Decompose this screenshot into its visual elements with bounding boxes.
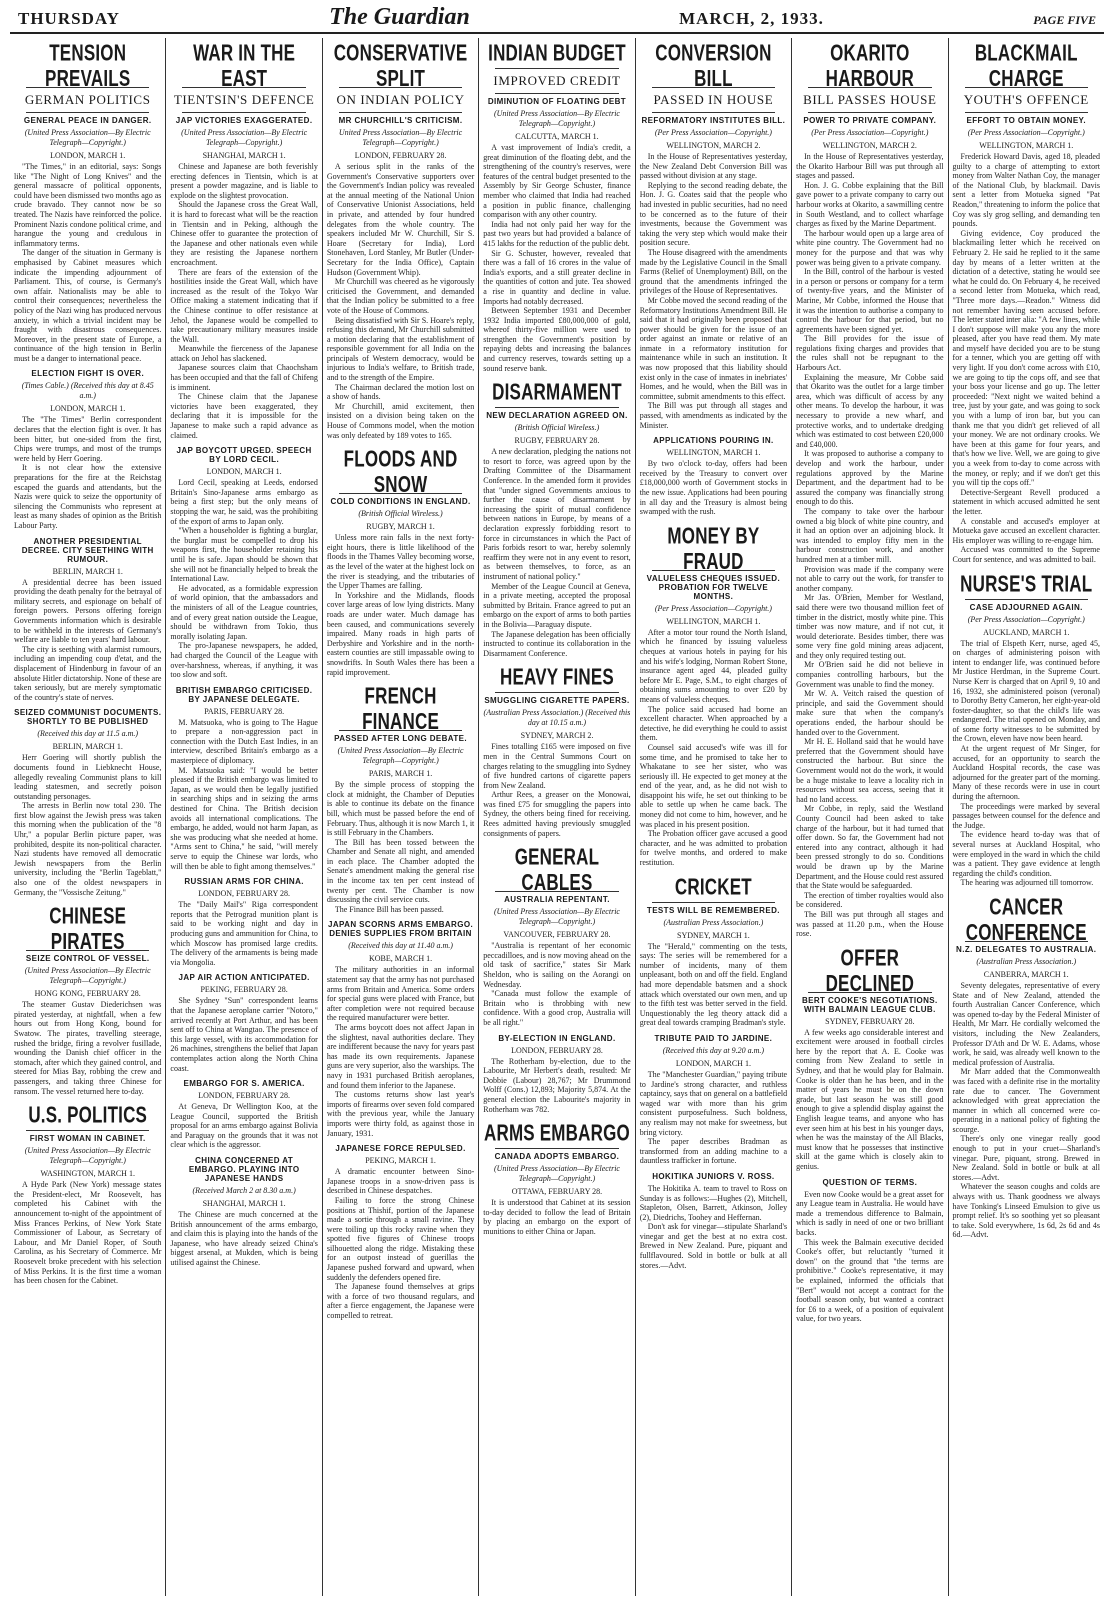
story-headline: HEAVY FINES — [499, 664, 614, 690]
story-paragraph: The Japanese delegation has been officially instructed to continue its collaboration in the Disarmament Conference. — [483, 629, 631, 658]
story-deck: CANADA ADOPTS EMBARGO. — [494, 1152, 620, 1162]
story-paragraph: A serious split in the ranks of the Government's Conservative supporters over the Government's Indian policy was revealed at the annual meeting of the National Union of Conservative Unionist Associations, held in private, and attended by four hundred delegates from the whole country. The speakers included Mr W. Churchill, Sir S. Hoare (Secretary for India), Lord Stonehaven, Lord Stanley, Mr Butler (Under-Secretary for the India Office), Captain Hudson (Government Whip). — [326, 162, 475, 277]
story-paragraph: The paper describes Bradman as transformed from an adding machine to a dauntless trafficker in fortune. — [639, 1137, 788, 1166]
story-paragraph: "Canada must follow the example of Britain who is throbbing with new confidence. With a good crop, Australia will be all right." — [483, 989, 631, 1027]
story-paragraph: The trial of Elspeth Kerr, nurse, aged 45, on charges of administering poison with intent to endanger life, was continued before Mr Justice Herdman, in the Supreme Court. Nurse Kerr is charged that on April 9, 10 and 16, 1932, she administered poison (veronal) to Dorothy Betty Cameron, her eight-year-old foster-daughter, so that the child's life was endangered. The trial opened on Monday, and of some forty witnesses to be submitted by the Crown, eleven have now been heard. — [952, 638, 1100, 744]
headline-rule — [652, 902, 775, 903]
story — [953, 40, 1100, 565]
story-paragraph: A constable and accused's employer at Motueka gave accused an excellent character. His employer was willing to re-engage him. — [952, 516, 1100, 545]
story-dateline: PARIS, MARCH 1. — [368, 769, 433, 779]
story-paragraph: The proceedings were marked by several passages between counsel for the defence and the Judge. — [952, 801, 1100, 830]
story-deck: ANOTHER PRESIDENTIAL DECREE. CITY SEETHING WITH RUMOUR. — [21, 536, 154, 564]
story-deck: TESTS WILL BE REMEMBERED. — [646, 905, 780, 915]
story — [327, 40, 474, 440]
story-paragraph: In the House of Representatives yesterday, the New Zealand Debt Conversion Bill was passed without division at any stage. — [639, 152, 788, 181]
story — [170, 686, 317, 872]
story-headline: MONEY BY FRAUD — [667, 522, 760, 575]
story-credit: (United Press Association—By Electric Telegraph—Copyright.) — [181, 128, 308, 147]
masthead-day: THURSDAY — [18, 9, 120, 28]
story-paragraph: A vast improvement of India's credit, a great diminution of the floating debt, and the strengthening of the country's reserves, were features of the central budget presented to the Assembly by Sir George Schuster, finance member who claimed that India had reached a position in public finance, challenging comparison with any other country. — [483, 143, 631, 220]
story — [640, 523, 787, 868]
story-paragraph: Replying to the second reading debate, the Hon. J. G. Coates said that the people who had invested in public securities, had no need to be concerned as to the future of their investments, because the Government was taking the very step which would make their position secure. — [639, 180, 788, 248]
story-deck: REFORMATORY INSTITUTES BILL. — [641, 116, 786, 125]
story-headline: OKARITO HARBOUR — [825, 40, 914, 92]
story-dateline: CALCUTTA, MARCH 1. — [515, 132, 599, 141]
story-dateline: CANBERRA, MARCH 1. — [983, 969, 1069, 979]
story-paragraph: The Bill provides for the issue of regulations fixing charges and provides that the rules shall not be repugnant to the Harbours Act. — [796, 334, 944, 373]
headline-rule — [495, 692, 618, 693]
columns — [10, 38, 1104, 1596]
story-subhead: PASSED IN HOUSE — [653, 92, 774, 107]
story-dateline: LONDON, FEBRUARY 28. — [198, 889, 290, 899]
story-credit: (United Press Association—By Electric Telegraph—Copyright.) — [24, 966, 151, 986]
story-paragraph: There's only one vinegar really good enough to put in your cruet—Sharland's vinegar. Pure, piquant, strong. Brewed in New Zealand. Sold in bottle or bulk at all stores.—Advt. — [952, 1134, 1100, 1182]
story-credit: (United Press Association—By Electric Telegraph—Copyright.) — [337, 746, 464, 766]
story-dateline: SHANGHAI, MARCH 1. — [202, 151, 286, 160]
story-dateline: SYDNEY, MARCH 1. — [677, 930, 750, 940]
story-deck: BERT COOKE'S NEGOTIATIONS. WITH BALMAIN LEAGUE CLUB. — [801, 995, 938, 1014]
story-dateline: KOBE, MARCH 1. — [368, 954, 433, 964]
story-dateline: PARIS, FEBRUARY 28. — [204, 706, 285, 716]
story-deck: EFFORT TO OBTAIN MONEY. — [966, 116, 1087, 125]
story-paragraph: Even now Cooke would be a great asset for any League team in Australia. He would have made a tremendous difference to Balmain, which is sadly in need of one or two brilliant backs. — [796, 1189, 944, 1237]
story-paragraph: Being dissatisfied with Sir S. Hoare's reply, refusing this demand, Mr Churchill submitted a motion declaring that the establishment of responsible government for all India on the principals of Western democracy, would be injurious to India's welfare, to British trade, and to the strength of the Empire. — [326, 315, 475, 383]
story-deck: BRITISH EMBARGO CRITICISED. BY JAPANESE DELEGATE. — [175, 685, 313, 704]
story-credit: United Press Association—By Electric Telegraph—Copyright.) — [338, 128, 463, 147]
story-credit: (Received this day at 9.20 a.m.) — [662, 1045, 765, 1055]
story-deck: DIMINUTION OF FLOATING DEBT — [487, 97, 627, 106]
story-paragraph: The Probation officer gave accused a good character, and he was admitted to probation for twelve months, and ordered to make restitution. — [639, 829, 788, 868]
story-dateline: LONDON, MARCH 1. — [50, 404, 126, 414]
story-deck: JAPAN SCORNS ARMS EMBARGO. DENIES SUPPLIES FROM BRITAIN — [328, 920, 474, 939]
subhead-rule — [652, 112, 775, 113]
story-credit: (Received this day at 11.5 a.m.) — [37, 729, 139, 739]
story-deck: N.Z. DELEGATES TO AUSTRALIA. — [956, 944, 1097, 954]
story-paragraph: The police said accused had borne an excellent character. When approached by a detective, he did everything he could to assist them. — [639, 704, 788, 743]
story-dateline: LONDON, MARCH 1. — [206, 467, 282, 477]
story-deck: JAPANESE FORCE REPULSED. — [335, 1144, 466, 1154]
story-credit: (United Press Association—By Electric Telegraph—Copyright.) — [493, 109, 620, 128]
story-deck: MR CHURCHILL'S CRITICISM. — [338, 116, 463, 125]
story — [170, 877, 317, 967]
story-paragraph: Hon. J. G. Cobbe explaining that the Bill gave power to a private company to carry out harbour works at Okarito, a sawmilling centre in South Westland, and to collect wharfage charges as fixed by the Marine Department. — [796, 180, 944, 229]
story-credit: (Per Press Association—Copyright.) — [967, 614, 1085, 624]
story — [327, 683, 474, 914]
story-paragraph: Mr Churchill was cheered as he vigorously criticised the Government, and demanded that the Indian policy be submitted to a free vote of the House of Commons. — [326, 277, 475, 315]
story-headline: CRICKET — [674, 873, 752, 900]
story — [640, 40, 787, 430]
story-deck: VALUELESS CHEQUES ISSUED. PROBATION FOR TWELVE MONTHS. — [646, 573, 781, 601]
story-paragraph: The hearing was adjourned till tomorrow. — [960, 878, 1094, 888]
story-paragraph: The "The Times" Berlin correspondent declares that the election fight is over. It has been bitter, but one-sided from the first, Chips were trumps, and most of the trumps were held by Herr Goering. — [14, 415, 162, 463]
story-paragraph: Between September 1931 and December 1932 India imported £80,000,000 of gold, whereof thirty-five million were used to strengthen the Government's position by repaying debts and increasing the balances and currency reserves, towards setting up a sound reserve bank. — [483, 306, 631, 373]
story-paragraph: Should the Japanese cross the Great Wall, it is hard to forecast what will be the reaction in Tientsin and in Peking, although the Chinese offer to guarantee the protection of the Japanese and other nationals even while they are resisting the Japanese northern encroachment. — [170, 200, 318, 267]
story-paragraph: The pro-Japanese newspapers, he added, had charged the Council of the League with over-harshness, whereas, if anything, it was too slow and soft. — [170, 641, 318, 680]
story — [640, 1172, 787, 1270]
story-subhead: GERMAN POLITICS — [24, 92, 151, 107]
story-dateline: BERLIN, MARCH 1. — [52, 742, 123, 752]
story-paragraph: At Geneva, Dr Wellington Koo, at the League Council, supported the British proposal for an arms embargo against Bolivia and Paraguay on the grounds that it was not clear which is the aggressor. — [170, 1102, 318, 1150]
story-paragraph: Arthur Rees, a greaser on the Monowai, was fined £75 for smuggling the papers into Sydney, the others being fined for receiving. Rees admitted having previously smuggled consignments of papers. — [483, 790, 631, 838]
story — [796, 945, 943, 1172]
story-deck: SEIZE CONTROL OF VESSEL. — [25, 954, 150, 964]
story — [640, 1034, 787, 1166]
story-paragraph: The "Daily Mail's" Riga correspondent reports that the Petrograd munition plant is said to be working night and day in producing guns and ammunition for China, to which Moscow has promised large credits. The delivery of the armaments is being made via Mongolia. — [170, 900, 318, 967]
story — [14, 1102, 161, 1286]
story-credit: (Per Press Association—Copyright.) — [967, 128, 1085, 137]
story-paragraph: The harbour would open up a large area of white pine country. The Government had no money for the purpose and that was why power was being given to a private company. — [796, 228, 944, 267]
story-paragraph: Frederick Howard Davis, aged 18, pleaded guilty to a charge of attempting to extort money from Walter Nathan Coy, the manager of the National Club, by blackmail. Davis sent a letter from Motueka signed "Pat Readon," threatening to inform the police that Coy was sly grog selling, and demanding ten pounds. — [952, 152, 1100, 229]
story-deck: JAP VICTORIES EXAGGERATED. — [175, 116, 313, 125]
story-credit: (Times Cable.) (Received this day at 8.45 a.m.) — [21, 381, 154, 401]
column — [323, 38, 479, 1596]
story — [170, 973, 317, 1073]
story-dateline: LONDON, MARCH 1. — [675, 1058, 751, 1068]
story-paragraph: The arms boycott does not affect Japan in the slightest, naval authorities declare. They are indifferent because the navy for years past has made its own requirements. Japanese guns are very superior, also the warships. The navy in 1931 purchased British aeroplanes, and found them inferior to the Japanese. — [326, 1023, 475, 1090]
story-paragraph: Explaining the measure, Mr Cobbe said that Okarito was the outlet for a large timber area, which was difficult of access by any other means. To develop the harbour, it was necessary to provide a new wharf, and protective works, and to undertake dredging which was estimated to cost between £20,000 and £40,000. — [796, 372, 944, 449]
story-deck: HOKITIKA JUNIORS V. ROSS. — [652, 1171, 775, 1181]
subhead-rule — [495, 93, 618, 94]
story-subhead: IMPROVED CREDIT — [493, 73, 621, 88]
story-headline: FLOODS AND SNOW — [343, 446, 458, 498]
story-credit: (United Press Association—By Electric Telegraph—Copyright.) — [493, 1164, 620, 1184]
story — [170, 1156, 317, 1268]
story-paragraph: A presidential decree has been issued providing the death penalty for the betrayal of military secrets, and espionage on behalf of foreign powers. Persons offering foreign Governments information which is desirable to be withheld in the interests of Germany's welfare are liable to ten years' hard labour. — [14, 577, 162, 645]
story — [640, 874, 787, 1028]
story-dateline: BERLIN, MARCH 1. — [52, 566, 123, 576]
story-paragraph: Japanese sources claim that Chaochsham has been occupied and that the fall of Chifeng is imminent. — [170, 363, 318, 392]
story-paragraph: The city is seething with alarmist rumours, including an impending coup d'etat, and the displacement of Hindenburg in favour of an absolute Hitler dictatorship. None of these are taken seriously, but are merely symptomatic of the country's state of nerves. — [14, 644, 162, 702]
story-paragraph: She Sydney "Sun" correspondent learns that the Japanese aeroplane carrier "Notoro," arrived recently at Port Arthur, and has been sent off to China at Wangtao. The presence of this large vessel, with its accommodation for 26 machines, strengthens the belief that Japan contemplates action along the North China coast. — [170, 996, 318, 1073]
story — [483, 40, 630, 373]
story-headline: INDIAN BUDGET — [488, 40, 626, 66]
story-paragraph: Mr Churchill, amid excitement, then insisted on a division being taken on the House of Commons model, when the motion was only defeated by 189 votes to 165. — [326, 401, 475, 440]
subhead-rule — [965, 112, 1088, 113]
story-paragraph: The Bill was put through all stages and was passed at 11.20 p.m., when the House rose. — [796, 909, 944, 939]
story — [170, 40, 317, 440]
story-deck: NEW DECLARATION AGREED ON. — [486, 411, 628, 421]
story — [953, 894, 1100, 1240]
story-paragraph: Member of the League Council at Geneva, in a private meeting, accepted the proposal submitted by Britain. France agreed to put an embargo on the export of arms to both parties in the Bolivia—Paraguay dispute. — [483, 581, 631, 629]
story-paragraph: After a motor tour round the North Island, which he financed by issuing valueless cheques at various hotels in paying for his and his wife's lodging, Norman Robert Stone, insurance agent aged 44, pleaded guilty before Mr E. Page, S.M., to eight charges of obtaining sums amounting to over £20 by means of valueless cheques. — [639, 627, 788, 704]
story-deck: ELECTION FIGHT IS OVER. — [31, 369, 145, 379]
story — [14, 369, 161, 530]
story-dateline: RUGBY, FEBRUARY 28. — [514, 436, 600, 446]
story-deck: JAP BOYCOTT URGED. SPEECH BY LORD CECIL. — [176, 446, 312, 465]
story-dateline: SYDNEY, MARCH 2. — [520, 731, 594, 741]
story-deck: CASE ADJOURNED AGAIN. — [969, 602, 1083, 612]
story-dateline: LONDON, FEBRUARY 28. — [354, 151, 447, 160]
headline-rule — [26, 1130, 149, 1131]
story-subhead: YOUTH'S OFFENCE — [963, 92, 1089, 107]
story — [483, 379, 630, 658]
story-paragraph: The steamer Gustav Diederichsen was pirated yesterday, at nightfall, when a few hours out from Hong Kong, bound for Swatow. The pirates, travelling steerage, rushed the bridge, firing a revolver fusillade, wounding the Danish chief officer in the stomach, after which they gained control, and steered for Mias Bay, robbing the crew and passengers, and taking three Chinese for ransom. The vessel returned here to-day. — [14, 1000, 162, 1096]
story-paragraph: Mr Jas. O'Brien, Member for Westland, said there were two thousand million feet of timber in the district, mostly white pine. This timber was now mature, and if not cut, it would deteriorate. Besides timber, there was some very fine gold mining areas adjacent, and they only required testing out. — [796, 593, 944, 660]
story-paragraph: He advocated, as a formidable expression of world opinion, that the ambassadors and the ministers of all of the League countries, and of every great nation outside the League, should be withdrawn from Tokio, thus morally isolating Japan. — [170, 583, 318, 641]
story-credit: (British Official Wireless.) — [514, 423, 600, 433]
story-credit: (United Press Association—By Electric Telegraph—Copyright.) — [24, 128, 151, 147]
story-deck: SEIZED COMMUNIST DOCUMENTS. SHORTLY TO BE PUBLISHED — [14, 708, 162, 727]
story-paragraph: The customs returns show last year's imports of firearms over seven fold compared with the previous year, while the January imports were thirty fold, as against those in January, 1931. — [326, 1090, 475, 1138]
story-dateline: PEKING, FEBRUARY 28. — [200, 985, 288, 995]
story-paragraph: Lord Cecil, speaking at Leeds, endorsed Britain's Sino-Japanese arms embargo as being a first step; but the only means of stopping the war, he said, was the prohibiting of the export of arms to Japan only. — [170, 478, 318, 526]
story-dateline: SYDNEY, FEBRUARY 28. — [825, 1016, 915, 1026]
story-dateline: WELLINGTON, MARCH 1. — [666, 616, 761, 626]
subhead-rule — [808, 112, 931, 113]
story-paragraph: In the Bill, control of the harbour is vested in a person or persons or company for a term of twenty-five years, and the Minister of Marine, Mr Cobbe, informed the House that it was the intention to authorise a company to control the harbour for that period, but no agreements have been signed yet. — [796, 267, 944, 334]
story-paragraph: M. Matsuoka, who is going to The Hague to prepare a non-aggression pact in connection with the Dutch East Indies, in an interview, described Britain's embargo as a masterpiece of diplomacy. — [170, 717, 318, 766]
story-headline: U.S. POLITICS — [28, 1102, 148, 1128]
story-deck: JAP AIR ACTION ANTICIPATED. — [178, 973, 310, 983]
column — [10, 38, 166, 1596]
story — [327, 446, 474, 677]
story — [640, 436, 787, 517]
story-paragraph: The Bill was put through all stages and passed, with amendments as indicated by the Minister. — [639, 401, 788, 430]
story-paragraph: "The Times," in an editorial, says: Songs like "The Night of Long Knives" and the general massacre of political opponents, could have been dismissed two months ago as crude bravado. They cannot now be so treated. The Nazis have reinforced the police. Prominent Nazis condone political crime, and harangue the young and credulous in inflammatory terms. — [14, 162, 162, 248]
story-paragraph: The House disagreed with the amendments made by the Legislative Council in the Small Farms (Relief of Unemployment) Bill, on the ground that the amendments infringed the privileges of the House of Representatives. — [639, 247, 788, 296]
story-dateline: LONDON, FEBRUARY 28. — [511, 1045, 603, 1055]
story-deck: CHINA CONCERNED AT EMBARGO. PLAYING INTO JAPANESE HANDS — [188, 1156, 300, 1184]
story-paragraph: It is not clear how the extensive preparations for the fire at the Reichstag escaped the guards and attendants, but the Nazis were quick to seize the opportunity of silencing the Communists who represent at least as many shades of opinion as the British Labour Party. — [14, 463, 162, 530]
story-paragraph: Fines totalling £165 were imposed on five men in the Central Summons Court on charges relating to the smuggling into Sydney of five hundred cartons of cigarette papers from New Zealand. — [483, 742, 631, 790]
masthead-title: The Guardian — [329, 4, 470, 30]
story-subhead: TIENTSIN'S DEFENCE — [173, 92, 315, 107]
story-paragraph: Sir G. Schuster, however, revealed that there was a fall of 16 crores in the value of India's exports, and a still greater decline in the quantities of cotton and jute. Tea showed a rise in quantity and decline in value. Imports had notably decreased. — [483, 248, 631, 306]
story-headline: DISARMAMENT — [492, 379, 622, 405]
column — [949, 38, 1104, 1596]
story-paragraph: By the simple process of stopping the clock at midnight, the Chamber of Deputies is able to continue its debate on the finance bill, which must be passed before the end of February. Thus, although it is now March 1, it is still February in the Chambers. — [326, 780, 475, 838]
story-paragraph: Mr O'Brien said he did not believe in companies controlling harbours, but the Government was unable to find the money. — [796, 660, 944, 689]
story — [483, 844, 630, 1027]
story-paragraph: The erection of timber royalties would also be considered. — [796, 890, 944, 910]
story-dateline: OTTAWA, FEBRUARY 28. — [511, 1187, 603, 1197]
story-headline: OFFER DECLINED — [825, 944, 915, 996]
story-paragraph: The Chinese are much concerned at the British announcement of the arms embargo, and claim this is playing into the hands of the Japanese, who have already seized China's biggest arsenal, at Mukden, which is being utilised against the Chinese. — [170, 1210, 318, 1268]
story — [170, 1079, 317, 1150]
story-credit: (Per Press Association—Copyright.) — [811, 128, 929, 137]
story-dateline: PEKING, MARCH 1. — [365, 1156, 436, 1166]
story-paragraph: A few weeks ago considerable interest and excitement were aroused in football circles here by the report that A. E. Cooke was coming from New Zealand to settle in Sydney, and that he would play for Balmain. Cooke is older than he has been, and in the matter of years he must be on the down grade, but last season he was still good enough to give a splendid display against the English league teams, and anyone who has ever seen him at his best in his younger days, when he was the mainstay of the All Blacks, must know that he possesses that instinctive skill at the game which is closely akin to genius. — [796, 1027, 944, 1171]
story-paragraph: A dramatic encounter between Sino-Japanese troops in a snow-driven pass is described in Chinese despatches. — [326, 1167, 475, 1196]
story-paragraph: Failing to force the strong Chinese positions at Thishif, portion of the Japanese made a sortie through a small ravine. They were toiling up this rocky ravine when they spotted five figures of Chinese troops silhouetted along the ridge. Mistaking these for an outpost instead of guerillas the Japanese pushed forward and upward, when suddenly the defenders opened fire. — [326, 1195, 475, 1282]
story-paragraph: Mr H. E. Holland said that he would have preferred that the Government should have constructed the harbour. But since the Government would not do the work, it would be a huge mistake to leave a locality rich in resources without sea access, seeing that it had no land access. — [796, 737, 944, 804]
story-paragraph: The Chairman declared the motion lost on a show of hands. — [326, 382, 475, 402]
headline-rule — [495, 1148, 618, 1149]
subhead-rule — [339, 112, 462, 113]
subhead-rule — [182, 112, 305, 113]
story-dateline: WELLINGTON, MARCH 1. — [979, 141, 1074, 150]
story-dateline: SHANGHAI, MARCH 1. — [202, 1199, 286, 1209]
story-deck: RUSSIAN ARMS FOR CHINA. — [184, 877, 304, 887]
story-paragraph: Giving evidence, Coy produced the blackmailing letter which he received on February 2. He said he replied to it the same day by means of a letter written at the dictation of a detective, stating he would see what he could do. On February 4, he received a second letter from Motueka, which read, "Three more days.—Readon." Witness did not remember having seen accused before. The letter stated inter alia: "A few lines, while I don't suppose will make you any the more pleased, after you have read them. My mate and myself have decided you are to be stung for a tenner, which you are getting off with very light. If you don't come across with £10, we are going to tip the cops off, and see that your boss your license and go up. The letter proceeded: "Next night we waited behind a tree, just by your gate, and was going to sock you with a lump of iron bar, but you can thank me that you didn't get relieved of all your money. We are not ordinary crooks. We have been at this game for four years, and that's how we live. Well, we are going to give you a week from to-day to come across with the money, or reply; and if we don't get this you will tip the cops off." — [952, 228, 1100, 488]
story-paragraph: A new declaration, pledging the nations not to resort to force, was agreed upon by the Drafting Committee of the Disarmament Conference. In the amended form it provides that "under signed Governments anxious to further the cause of disarmament by increasing the spirit of mutual confidence between nations in Europe, by means of a declaration expressly forbidding resort to force in circumstances in which the Pact of Paris forbids resort to war, hereby solemnly reaffirm they were not in any event to resort, as between themselves, to force, as an instrument of national policy." — [483, 447, 631, 581]
story-credit: (Australian Press Association.) (Received this day at 10.15 a.m.) — [483, 708, 631, 728]
story-paragraph: The company to take over the harbour owned a big block of white pine country, and it had an option over an adjoining block. It was intended to employ fifty men in the harbour construction work, and another hundred men at a timber mill. — [796, 506, 944, 564]
story-paragraph: In Yorkshire and the Midlands, floods cover large areas of low lying districts. Many roads are under water. Much damage has been caused, and communications severely impaired. Many roads in high parts of Derbyshire and Yorkshire and in the north-eastern counties are still impassable owing to snowdrifts. In South Wales there has been a rapid improvement. — [326, 590, 475, 677]
story-paragraph: There are fears of the extension of the hostilities inside the Great Wall, which have increased as the result of the Tokyo War Office making a statement indicating that if the Chinese continue to offer resistance at Jehol, the Japanese would be compelled to take precautionary military measures inside the Wall. — [170, 267, 318, 344]
headline-rule — [495, 407, 618, 408]
story — [796, 40, 943, 939]
story-credit: (Australian Press Association.) — [663, 917, 764, 927]
story-dateline: WELLINGTON, MARCH 2. — [822, 141, 917, 150]
story — [483, 1034, 630, 1115]
story-paragraph: India had not only paid her way for the past two years but had provided a balance of 415 lakhs for the reduction of the public debt. — [483, 219, 631, 248]
story-paragraph: The Bill has been tossed between the Chamber and Senate all night, and amended in each place. The Chamber adopted the Senate's amendment making the general rise in the income tax ten per cent instead of twenty per cent. The Chamber is now discussing the civil service cuts. — [326, 837, 475, 905]
story-paragraph: At the urgent request of Mr Singer, for accused, for an opportunity to search the Auckland Hospital records, the case was adjourned for the greater part of the morning. Many of these records were in use in court during the afternoon. — [952, 744, 1100, 802]
story-paragraph: M. Matsuoka said: "I would be better pleased if the British embargo was limited to Japan, as we would then be legally justified in searching ships and in seizing the arms destined for China. The British decision avoids all international complications. The embargo, he added, would not harm Japan, as she was producing what she needed at home. "Arms sent to China," he said, "will merely serve to equip the Chinese war lords, who will then be able to fight among themselves." — [170, 765, 318, 871]
story-headline: FRENCH FINANCE — [362, 683, 440, 735]
story-paragraph: Whatever the season coughs and colds are always with us. Thank goodness we always have Tonking's Linseed Emulsion to give us prompt relief. It's so soothing yet so pleasant to take. Sold everywhere, 1s 6d, 2s 6d and 4s 6d.—Advt. — [952, 1182, 1100, 1240]
story-headline: BLACKMAIL CHARGE — [974, 40, 1078, 92]
story-credit: (Per Press Association—Copyright.) — [654, 603, 772, 613]
story-paragraph: In the House of Representatives yesterday, the Okarito Harbour Bill was put through all stages and passed. — [796, 152, 944, 181]
story-dateline: LONDON, MARCH 1. — [50, 151, 126, 160]
story-dateline: HONG KONG, FEBRUARY 28. — [34, 989, 141, 999]
story-deck: EMBARGO FOR S. AMERICA. — [183, 1079, 305, 1089]
story-subhead: BILL PASSES HOUSE — [803, 92, 937, 107]
story — [14, 40, 161, 363]
story-paragraph: Accused was committed to the Supreme Court for sentence, and was admitted to bail. — [952, 545, 1100, 564]
story-paragraph: "When a householder is fighting a burglar, the burglar must be compelled to drop his weapons first, the householder retaining his until he is safe. Japan should be shown that she will not be financially helped to break the International Law. — [170, 526, 318, 584]
story-deck: PASSED AFTER LONG DEBATE. — [334, 734, 468, 744]
story — [953, 571, 1100, 888]
headline-rule — [965, 599, 1088, 600]
story-paragraph: It was proposed to authorise a company to develop and work the harbour, under regulations approved by the Marine Department, and the department had to be assured the company was financially strong enough to do this. — [796, 449, 944, 507]
story-subhead: ON INDIAN POLICY — [336, 92, 465, 107]
story-paragraph: By two o'clock to-day, offers had been received by the Treasury to convert over £18,000,000 worth of Government stocks in the new issue. Applications had been pouring in all day and the Treasury is almost being swamped with the rush. — [639, 459, 788, 517]
story — [14, 903, 161, 1096]
story-paragraph: The Hokitika A. team to travel to Ross on Sunday is as follows:—Hughes (2), Mitchell, Stapleton, Olsen, Barrett, Atkinson, Jolley (2), Diedrichs, Toohey and Heffernan. — [639, 1183, 788, 1222]
story — [483, 1120, 630, 1236]
story-deck: SMUGGLING CIGARETTE PAPERS. — [484, 696, 630, 706]
story-deck: GENERAL PEACE IN DANGER. — [23, 116, 152, 125]
story-paragraph: Chinese and Japanese are both feverishly erecting defences in Tientsin, which is at present a powder magazine, and is liable to explode on the slightest provocation. — [170, 162, 318, 200]
story-paragraph: Detective-Sergeant Revell produced a statement in which accused admitted he sent the letter. — [952, 487, 1100, 516]
masthead-date: MARCH, 2, 1933. — [679, 9, 824, 28]
column — [479, 38, 635, 1596]
story-credit: (Australian Press Association.) — [976, 956, 1077, 966]
story — [327, 1144, 474, 1321]
story — [796, 1178, 943, 1324]
story-paragraph: The Finance Bill has been passed. — [334, 904, 444, 914]
story-headline: TENSION PREVAILS — [45, 40, 131, 92]
story-paragraph: Mr W. A. Veitch raised the question of principle, and said the Government should make sure that when the company's operations ended, the harbour should be handed over to the Government. — [796, 689, 944, 737]
story-paragraph: The Rotherham by-election, due to the Labourite, Mr Herbert's death, resulted: Mr Dobbie (Labour) 28,767; Mr Drummond Wolff (Cons.) 12,893; Majority 5,874. At the general election the Labourite's majority in Rotherham was 782. — [483, 1056, 631, 1114]
story-headline: CANCER CONFERENCE — [965, 893, 1087, 946]
story-paragraph: Unless more rain falls in the next forty-eight hours, there is little likelihood of the floods in the Thames Valley becoming worse, as the level of the water at the highest lock on the river is steadying, and the tributaries of the Upper Thames are falling. — [326, 533, 475, 591]
story-paragraph: Don't ask for vinegar—stipulate Sharland's vinegar and get the best at no extra cost. Brewed in New Zealand. Pure, piquant and fullflavoured. Sold in bottle or bulk at all stores.—Advt. — [639, 1222, 788, 1270]
column — [792, 38, 948, 1596]
story-paragraph: "Australia is repentant of her economic peccadilloes, and is now moving ahead on the old task of sacrifice," states Sir Mark Sheldon, who is sailing on the Aorangi on Wednesday. — [483, 941, 631, 989]
story-paragraph: The evidence heard to-day was that of several nurses at Auckland Hospital, who were employed in the ward in which the child was a patient. They gave evidence at length regarding the child's condition. — [952, 830, 1100, 878]
story — [14, 708, 161, 897]
story-credit: (British Official Wireless.) — [358, 509, 443, 519]
story-paragraph: Counsel said accused's wife was ill for some time, and he promised to take her to Whakatane to see her sister, who was seriously ill. He expected to get money at the end of the year, and, as he did not wish to disappoint his wife, he set out thinking to be able to settle up when he came back. The money did not come to him, however, and he was placed in his present position. — [639, 742, 788, 829]
column — [166, 38, 322, 1596]
story-headline: GENERAL CABLES — [514, 844, 600, 896]
story-headline: CONSERVATIVE SPLIT — [333, 40, 468, 92]
story — [483, 664, 630, 838]
masthead — [10, 4, 1104, 34]
story-paragraph: Mr Cobbe moved the second reading of the Reformatory Institutions Amendment Bill. He said that it had originally been proposed that power should be given for the issue of an order against an inmate or relative of an inmate in a reformatory institution for maintenance while in such an institution. It was now proposed that this liability should exist only in the case of inmates in inebriates' Homes, and he would, when the Bill was in committee, submit amendments to this effect. — [639, 295, 788, 401]
story-paragraph: The "Herald," commenting on the tests, says: The series will be remembered for a number of incidents, many of them unpleasant, both on and off the field. England had more dependable batsmen and a shock attack which overstated our own men, and up to the fifth test was better served in the field. Unquestionably the leg theory attack did a great deal towards cramping Bradman's style. — [639, 941, 788, 1028]
story-paragraph: The Chinese claim that the Japanese victories have been exaggerated, they declaring that it is impossible for the Japanese to make such a rapid advance as claimed. — [170, 392, 318, 440]
story-paragraph: Provision was made if the company were not able to carry out the work, for transfer to another company. — [796, 564, 944, 593]
story-paragraph: Herr Goering will shortly publish the documents found in Liebknecht House, allegedly revealing Communist plans to kill leading statesmen, and secretly poison outstanding personages. — [14, 753, 162, 801]
story-credit: (United Press Association—By Electric Telegraph—Copyright.) — [493, 907, 620, 927]
headline-rule — [495, 68, 618, 69]
story-dateline: RUGBY, MARCH 1. — [366, 522, 435, 532]
story-paragraph: The military authorities in an informal statement say that the army has not purchased arms from Britain and America. Some orders for special guns were placed with France, but after completion were not required because the required manufacturer were better. — [326, 965, 475, 1023]
story-headline: WAR IN THE EAST — [193, 40, 296, 92]
story-deck: QUESTION OF TERMS. — [822, 1177, 918, 1187]
story-dateline: LONDON, FEBRUARY 28. — [198, 1091, 290, 1101]
story-headline: ARMS EMBARGO — [483, 1120, 630, 1146]
story-deck: COLD CONDITIONS IN ENGLAND. — [330, 497, 471, 507]
story-paragraph: The "Manchester Guardian," paying tribute to Jardine's strong character, and ruthless captaincy, says that on general on a battlefield waged war with more than his grim consistent purposefulness. Such boldness, any realism may not make for sweetness, but bring victory. — [639, 1069, 788, 1137]
story-headline: CONVERSION BILL — [655, 40, 772, 92]
story — [14, 537, 161, 703]
story-paragraph: Mr Marr added that the Commonwealth was faced with a definite rise in the mortality rate due to cancer. The Government acknowledged with great appreciation the manner in which all concerned were co-operating in a national policy of fighting the scourge. — [952, 1067, 1100, 1134]
story-deck: BY-ELECTION IN ENGLAND. — [498, 1033, 616, 1043]
story-paragraph: Seventy delegates, representative of every State and of New Zealand, attended the fourth Australian Cancer Conference, which was opened to-day by the Federal Minister of Health, Mr Marr. He cordially welcomed the visitors, including the New Zealanders, Professor D'Ath and Dr W. E. Adams, whose work, he said, was already well known to the medical profession of Australia. — [952, 980, 1100, 1067]
story-deck: POWER TO PRIVATE COMPANY. — [803, 116, 937, 125]
story-dateline: WELLINGTON, MARCH 1. — [666, 448, 761, 458]
story-headline: NURSE'S TRIAL — [960, 570, 1093, 597]
story-credit: (Received this day at 11.40 a.m.) — [348, 941, 453, 951]
story-dateline: WELLINGTON, MARCH 2. — [666, 141, 761, 150]
story-paragraph: Meanwhile the fierceness of the Japanese attack on Jehol has slackened. — [170, 344, 318, 363]
story-paragraph: This week the Balmain executive decided Cooke's offer, but reluctantly "turned it down" on the ground that "the terms are prohibitive." Cooke's representative, it may be explained, informed the officials that "Bert" would not accept a contract for the football season only, but wanted a contract for £6 to a week, of a position of equivalent value, for two years. — [796, 1237, 944, 1324]
story-headline: CHINESE PIRATES — [49, 903, 127, 955]
story-dateline: WASHINGTON, MARCH 1. — [40, 1169, 135, 1179]
story-paragraph: The arrests in Berlin now total 230. The first blow against the Jewish press was taken this morning when the publication of the "8 Uhr," a popular Berlin picture paper, was prohibited, despite its non-political character. Nazi students have removed all democratic Jewish newspapers from the Berlin university, including the "Berlin Tageblatt," also one of the oldest newspapers in Germany, the "Vossische Zeitung." — [14, 801, 162, 897]
story — [327, 920, 474, 1138]
story-deck: FIRST WOMAN IN CABINET. — [29, 1134, 146, 1144]
story-credit: (Received March 2 at 8.30 a.m.) — [192, 1186, 296, 1196]
story-dateline: VANCOUVER, FEBRUARY 28. — [503, 930, 611, 940]
masthead-page-label: PAGE FIVE — [1033, 13, 1096, 27]
story-credit: (Per Press Association—Copyright.) — [654, 128, 772, 137]
subhead-rule — [26, 112, 149, 113]
column — [636, 38, 792, 1596]
story-deck: AUSTRALIA REPENTANT. — [504, 895, 610, 905]
story-paragraph: A Hyde Park (New York) message states the President-elect, Mr Roosevelt, has completed his Cabinet with the announcement to-night of the appointment of Miss Frances Perkins, of New York State Commissioner of Labour, as Secretary of Labour, and Mr Daniel Roper, of South Carolina, as his Secretary of Commerce. Mr Roosevelt broke precedent with his selection of Miss Perkins. It is the first time a woman has been chosen for the Cabinet. — [14, 1180, 162, 1286]
story-credit: (United Press Association—By Electric Telegraph—Copyright.) — [24, 1146, 151, 1166]
story-dateline: AUCKLAND, MARCH 1. — [983, 627, 1070, 637]
story — [170, 446, 317, 679]
story-deck: APPLICATIONS POURING IN. — [653, 436, 774, 446]
story-paragraph: Mr Cobbe, in reply, said the Westland County Council had been asked to take charge of the harbour, but it had turned that offer down. So far, the Government had not entered into any contract, although it had been pressed strongly to do so. Conditions would be drawn up by the Marine Department, and the House could rest assured that the State would be safeguarded. — [796, 804, 944, 891]
story-paragraph: The Japanese found themselves at grips with a force of two thousand regulars, and after a fierce engagement, the Japanese were compelled to retreat. — [326, 1282, 475, 1321]
story-paragraph: It is understood that Cabinet at its session to-day decided to follow the lead of Britain by placing an embargo on the export of munitions to either China or Japan. — [483, 1198, 631, 1236]
story-deck: TRIBUTE PAID TO JARDINE. — [654, 1033, 773, 1043]
story-paragraph: The danger of the situation in Germany is emphasised by Cabinet measures which indicate the impending adjournment of Parliament. This, of course, is Germany's own affair. Nationalists may be able to control their consequences; nevertheless the policy of the Nazi wing has produced nervous anxiety, in which a trivial incident may be fraught with disastrous consequences. Moreover, in the present state of Europe, a continuance of the high tension in Berlin must be a danger to international peace. — [14, 248, 162, 363]
